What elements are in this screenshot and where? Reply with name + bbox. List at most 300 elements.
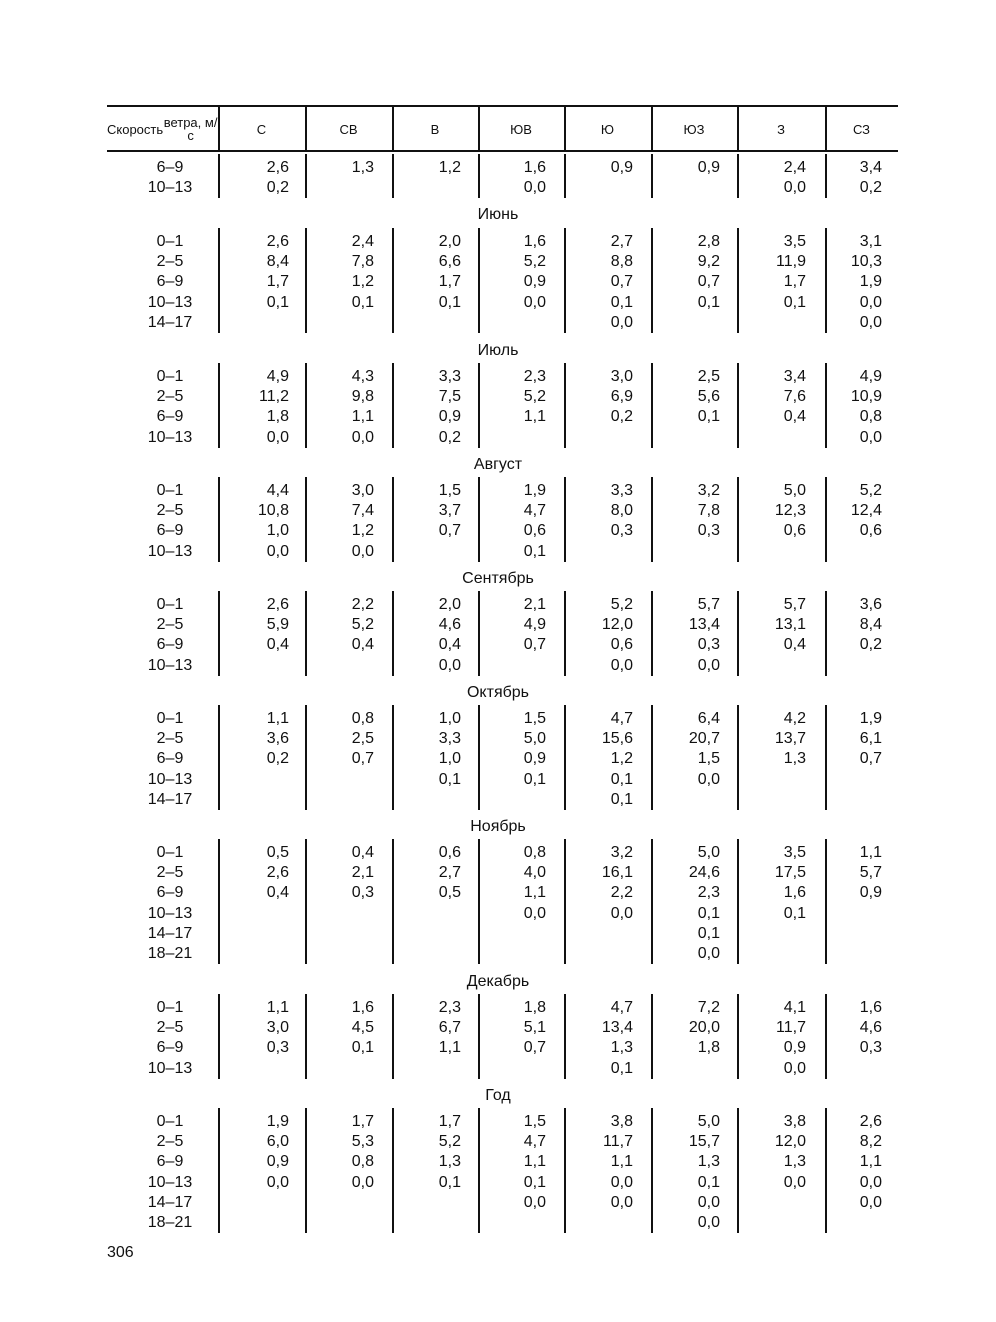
value-cell: 0,0 xyxy=(783,179,806,197)
value-column-sz xyxy=(812,709,882,770)
value-cell: 16,1 xyxy=(601,864,633,882)
speed-cell: 2–5 xyxy=(156,1019,184,1037)
speed-cell: 6–9 xyxy=(156,408,184,426)
value-cell: 5,2 xyxy=(859,482,882,499)
value-cell: 0,9 xyxy=(859,884,882,902)
value-column-v xyxy=(391,709,461,790)
value-cell: 15,6 xyxy=(601,730,633,748)
value-cell: 5,2 xyxy=(610,596,633,613)
month-title: Октябрь xyxy=(466,684,529,701)
value-cell: 2,8 xyxy=(697,233,720,250)
header-direction-s: С xyxy=(256,121,267,137)
value-cell: 9,8 xyxy=(351,388,374,406)
value-cell: 3,5 xyxy=(783,233,806,250)
value-cell: 2,0 xyxy=(438,233,461,250)
value-column-v xyxy=(391,595,461,676)
value-cell: 2,0 xyxy=(438,596,461,613)
value-cell: 5,2 xyxy=(351,616,374,634)
header-direction-sv: СВ xyxy=(339,121,358,137)
value-cell: 1,1 xyxy=(351,408,374,426)
value-cell: 4,7 xyxy=(610,999,633,1016)
value-cell: 1,3 xyxy=(783,750,806,768)
value-cell: 0,3 xyxy=(610,522,633,540)
value-cell: 0,9 xyxy=(523,750,546,768)
speed-column xyxy=(130,595,210,676)
value-column-v xyxy=(391,158,461,178)
value-cell: 8,2 xyxy=(859,1133,882,1151)
month-title: Ноябрь xyxy=(470,818,526,835)
value-cell: 10,8 xyxy=(257,502,289,520)
value-cell: 0,0 xyxy=(523,179,546,197)
value-cell: 0,5 xyxy=(266,844,289,861)
header-speed-label-line: Скорость xyxy=(107,121,164,137)
value-cell: 1,0 xyxy=(438,710,461,727)
value-column-yuz xyxy=(650,709,720,790)
value-cell: 1,2 xyxy=(351,273,374,291)
value-cell: 0,8 xyxy=(351,1153,374,1171)
value-cell: 0,0 xyxy=(697,656,720,674)
speed-cell: 0–1 xyxy=(156,368,184,385)
month-title: Год xyxy=(485,1087,511,1104)
speed-cell: 6–9 xyxy=(156,273,184,291)
header-direction-z: З xyxy=(777,121,785,137)
speed-cell: 6–9 xyxy=(156,884,184,902)
value-column-s xyxy=(219,998,289,1059)
speed-cell: 2–5 xyxy=(156,502,184,520)
value-cell: 0,0 xyxy=(266,542,289,560)
value-column-yu xyxy=(563,232,633,333)
header-column-divider xyxy=(564,105,566,151)
speed-cell: 10–13 xyxy=(147,1173,193,1191)
value-cell: 1,1 xyxy=(266,999,289,1016)
value-cell: 2,6 xyxy=(266,159,289,176)
value-cell: 3,0 xyxy=(266,1019,289,1037)
value-cell: 0,1 xyxy=(438,1173,461,1191)
value-cell: 0,0 xyxy=(610,656,633,674)
value-cell: 0,2 xyxy=(266,179,289,197)
value-column-v xyxy=(391,232,461,313)
value-cell: 0,0 xyxy=(859,1193,882,1211)
value-column-s xyxy=(219,481,289,562)
value-column-v xyxy=(391,481,461,542)
value-column-sv xyxy=(304,1112,374,1193)
speed-cell: 10–13 xyxy=(147,293,193,311)
value-column-yuz xyxy=(650,158,720,178)
value-cell: 3,6 xyxy=(266,730,289,748)
value-column-z xyxy=(736,595,806,656)
header-column-divider xyxy=(737,105,739,151)
value-cell: 5,0 xyxy=(697,844,720,861)
value-column-s xyxy=(219,595,289,656)
value-cell: 7,8 xyxy=(697,502,720,520)
value-cell: 0,1 xyxy=(266,293,289,311)
value-column-sv xyxy=(304,481,374,562)
value-cell: 13,4 xyxy=(601,1019,633,1037)
value-cell: 2,7 xyxy=(438,864,461,882)
value-cell: 3,4 xyxy=(859,159,882,176)
value-cell: 4,2 xyxy=(783,710,806,727)
value-cell: 0,9 xyxy=(523,273,546,291)
value-cell: 17,5 xyxy=(774,864,806,882)
value-cell: 12,0 xyxy=(601,616,633,634)
speed-cell: 14–17 xyxy=(147,790,193,808)
speed-cell: 6–9 xyxy=(156,522,184,540)
value-cell: 2,2 xyxy=(351,596,374,613)
value-cell: 1,0 xyxy=(266,522,289,540)
value-cell: 1,9 xyxy=(859,710,882,727)
value-cell: 2,4 xyxy=(351,233,374,250)
value-cell: 6,0 xyxy=(266,1133,289,1151)
header-bottom-rule xyxy=(107,150,898,152)
speed-cell: 10–13 xyxy=(147,1059,193,1077)
month-title: Июнь xyxy=(477,206,519,223)
value-cell: 0,0 xyxy=(351,542,374,560)
value-cell: 0,3 xyxy=(697,522,720,540)
value-cell: 0,2 xyxy=(859,636,882,654)
value-column-v xyxy=(391,367,461,448)
value-cell: 2,4 xyxy=(783,159,806,176)
month-title: Декабрь xyxy=(466,973,530,990)
value-cell: 0,8 xyxy=(351,710,374,727)
value-column-yu xyxy=(563,843,633,924)
value-column-yuz xyxy=(650,232,720,313)
value-cell: 0,0 xyxy=(523,293,546,311)
speed-cell: 14–17 xyxy=(147,924,193,942)
value-cell: 2,7 xyxy=(610,233,633,250)
value-column-yuz xyxy=(650,1112,720,1233)
speed-column xyxy=(130,481,210,562)
value-cell: 0,3 xyxy=(351,884,374,902)
value-cell: 0,6 xyxy=(438,844,461,861)
speed-cell: 6–9 xyxy=(156,750,184,768)
value-cell: 5,7 xyxy=(859,864,882,882)
speed-cell: 10–13 xyxy=(147,656,193,674)
value-column-z xyxy=(736,998,806,1079)
value-cell: 0,3 xyxy=(266,1039,289,1057)
speed-cell: 18–21 xyxy=(147,1213,193,1231)
value-cell: 1,0 xyxy=(438,750,461,768)
value-column-sv xyxy=(304,998,374,1059)
value-cell: 12,0 xyxy=(774,1133,806,1151)
value-cell: 13,7 xyxy=(774,730,806,748)
value-cell: 0,1 xyxy=(523,542,546,560)
value-cell: 0,0 xyxy=(859,313,882,331)
value-cell: 1,1 xyxy=(438,1039,461,1057)
value-cell: 12,3 xyxy=(774,502,806,520)
value-cell: 4,9 xyxy=(523,616,546,634)
value-cell: 1,3 xyxy=(783,1153,806,1171)
value-column-yuv xyxy=(476,998,546,1059)
speed-cell: 2–5 xyxy=(156,1133,184,1151)
value-cell: 0,0 xyxy=(697,1193,720,1211)
value-cell: 11,7 xyxy=(776,1019,806,1037)
value-cell: 1,9 xyxy=(266,1113,289,1130)
value-column-sv xyxy=(304,843,374,904)
speed-column xyxy=(130,843,210,964)
value-column-yu xyxy=(563,998,633,1079)
value-cell: 5,2 xyxy=(523,388,546,406)
table-top-rule xyxy=(107,105,898,107)
value-cell: 0,1 xyxy=(697,293,720,311)
speed-column xyxy=(130,998,210,1079)
value-cell: 5,9 xyxy=(266,616,289,634)
value-cell: 5,7 xyxy=(783,596,806,613)
value-column-s xyxy=(219,1112,289,1193)
value-cell: 0,7 xyxy=(523,636,546,654)
value-column-s xyxy=(219,843,289,904)
value-cell: 3,2 xyxy=(697,482,720,499)
speed-cell: 10–13 xyxy=(147,428,193,446)
value-column-yuz xyxy=(650,367,720,428)
speed-cell: 0–1 xyxy=(156,596,184,613)
value-cell: 1,6 xyxy=(351,999,374,1016)
value-cell: 15,7 xyxy=(688,1133,720,1151)
value-cell: 9,2 xyxy=(697,253,720,271)
value-cell: 4,9 xyxy=(859,368,882,385)
value-cell: 0,7 xyxy=(438,522,461,540)
speed-cell: 6–9 xyxy=(156,1153,184,1171)
value-cell: 1,1 xyxy=(859,844,882,861)
value-cell: 0,4 xyxy=(351,636,374,654)
speed-cell: 6–9 xyxy=(156,159,184,176)
value-column-yuv xyxy=(476,709,546,790)
value-cell: 3,0 xyxy=(610,368,633,385)
value-cell: 0,1 xyxy=(783,293,806,311)
value-column-sz xyxy=(812,843,882,904)
value-cell: 5,2 xyxy=(523,253,546,271)
value-cell: 0,5 xyxy=(438,884,461,902)
value-cell: 6,7 xyxy=(438,1019,461,1037)
value-cell: 3,3 xyxy=(438,368,461,385)
value-cell: 0,9 xyxy=(610,159,633,176)
speed-cell: 14–17 xyxy=(147,313,193,331)
value-column-sz xyxy=(812,367,882,448)
value-cell: 0,2 xyxy=(438,428,461,446)
value-column-s xyxy=(219,158,289,198)
value-cell: 0,0 xyxy=(697,1213,720,1231)
value-column-s xyxy=(219,232,289,313)
month-title: Август xyxy=(473,456,523,473)
value-cell: 6,6 xyxy=(438,253,461,271)
value-cell: 0,1 xyxy=(697,408,720,426)
speed-cell: 18–21 xyxy=(147,944,193,962)
value-cell: 0,1 xyxy=(351,1039,374,1057)
value-cell: 0,0 xyxy=(610,904,633,922)
value-cell: 0,1 xyxy=(610,770,633,788)
value-cell: 3,3 xyxy=(610,482,633,499)
value-cell: 1,3 xyxy=(610,1039,633,1057)
value-cell: 1,1 xyxy=(859,1153,882,1171)
value-cell: 5,6 xyxy=(697,388,720,406)
value-cell: 0,7 xyxy=(351,750,374,768)
value-cell: 2,3 xyxy=(438,999,461,1016)
value-cell: 0,8 xyxy=(523,844,546,861)
header-direction-v: В xyxy=(430,121,440,137)
value-cell: 10,9 xyxy=(850,388,882,406)
value-cell: 2,6 xyxy=(266,233,289,250)
value-cell: 0,0 xyxy=(783,1059,806,1077)
value-cell: 1,7 xyxy=(783,273,806,291)
value-column-yuv xyxy=(476,843,546,924)
value-column-yuz xyxy=(650,481,720,542)
value-column-yu xyxy=(563,1112,633,1213)
value-column-yuv xyxy=(476,481,546,562)
value-cell: 2,6 xyxy=(859,1113,882,1130)
value-column-sz xyxy=(812,232,882,333)
value-cell: 1,1 xyxy=(523,1153,546,1171)
value-column-z xyxy=(736,158,806,198)
value-cell: 1,7 xyxy=(266,273,289,291)
value-cell: 3,5 xyxy=(783,844,806,861)
value-cell: 1,5 xyxy=(523,1113,546,1130)
value-cell: 0,9 xyxy=(266,1153,289,1171)
value-cell: 8,4 xyxy=(266,253,289,271)
value-cell: 3,4 xyxy=(783,368,806,385)
value-cell: 7,6 xyxy=(783,388,806,406)
value-column-sv xyxy=(304,367,374,448)
value-column-sz xyxy=(812,595,882,656)
value-cell: 3,8 xyxy=(783,1113,806,1130)
value-cell: 0,0 xyxy=(610,313,633,331)
value-cell: 4,1 xyxy=(783,999,806,1016)
value-cell: 1,1 xyxy=(266,710,289,727)
value-cell: 0,1 xyxy=(351,293,374,311)
value-cell: 0,1 xyxy=(610,1059,633,1077)
value-cell: 4,6 xyxy=(438,616,461,634)
header-direction-yu: Ю xyxy=(600,121,615,137)
value-cell: 8,0 xyxy=(610,502,633,520)
value-cell: 0,1 xyxy=(438,770,461,788)
value-cell: 2,3 xyxy=(697,884,720,902)
value-column-yuz xyxy=(650,843,720,964)
header-direction-sz: СЗ xyxy=(852,121,871,137)
value-cell: 1,9 xyxy=(859,273,882,291)
value-cell: 0,2 xyxy=(859,179,882,197)
speed-cell: 6–9 xyxy=(156,636,184,654)
value-cell: 1,1 xyxy=(523,408,546,426)
value-cell: 4,4 xyxy=(266,482,289,499)
value-column-yuv xyxy=(476,1112,546,1213)
value-cell: 10,3 xyxy=(850,253,882,271)
value-cell: 0,6 xyxy=(859,522,882,540)
value-cell: 1,7 xyxy=(438,1113,461,1130)
value-cell: 3,2 xyxy=(610,844,633,861)
value-cell: 3,7 xyxy=(438,502,461,520)
value-cell: 6,9 xyxy=(610,388,633,406)
value-cell: 0,0 xyxy=(523,1193,546,1211)
value-column-sz xyxy=(812,998,882,1059)
value-column-yuv xyxy=(476,232,546,313)
value-cell: 0,4 xyxy=(351,844,374,861)
value-column-yuz xyxy=(650,998,720,1059)
value-column-sv xyxy=(304,232,374,313)
speed-cell: 14–17 xyxy=(147,1193,193,1211)
value-column-yuv xyxy=(476,158,546,198)
value-column-sv xyxy=(304,595,374,656)
value-cell: 0,6 xyxy=(523,522,546,540)
value-cell: 1,1 xyxy=(523,884,546,902)
header-direction-yuz: ЮЗ xyxy=(683,121,705,137)
value-column-sv xyxy=(304,158,374,178)
value-cell: 0,4 xyxy=(266,636,289,654)
speed-cell: 0–1 xyxy=(156,482,184,499)
value-cell: 0,0 xyxy=(610,1173,633,1191)
value-cell: 1,8 xyxy=(697,1039,720,1057)
value-cell: 5,2 xyxy=(438,1133,461,1151)
value-cell: 0,0 xyxy=(859,293,882,311)
value-cell: 0,7 xyxy=(523,1039,546,1057)
value-cell: 1,7 xyxy=(438,273,461,291)
month-title: Июль xyxy=(477,342,519,359)
value-cell: 0,0 xyxy=(266,428,289,446)
value-column-z xyxy=(736,367,806,428)
value-cell: 2,1 xyxy=(351,864,374,882)
value-cell: 2,6 xyxy=(266,864,289,882)
value-column-yuz xyxy=(650,595,720,676)
value-cell: 2,5 xyxy=(351,730,374,748)
header-column-divider xyxy=(305,105,307,151)
value-cell: 0,2 xyxy=(266,750,289,768)
value-cell: 0,0 xyxy=(697,770,720,788)
value-cell: 1,3 xyxy=(438,1153,461,1171)
value-cell: 0,7 xyxy=(610,273,633,291)
value-cell: 2,5 xyxy=(697,368,720,385)
speed-cell: 0–1 xyxy=(156,1113,184,1130)
value-column-yu xyxy=(563,367,633,428)
value-column-yu xyxy=(563,595,633,676)
value-column-yu xyxy=(563,481,633,542)
value-cell: 4,7 xyxy=(523,1133,546,1151)
value-cell: 0,0 xyxy=(783,1173,806,1191)
value-cell: 1,6 xyxy=(523,159,546,176)
value-cell: 11,9 xyxy=(776,253,806,271)
value-cell: 0,0 xyxy=(697,944,720,962)
value-cell: 3,6 xyxy=(859,596,882,613)
value-column-yuv xyxy=(476,367,546,428)
speed-cell: 10–13 xyxy=(147,542,193,560)
speed-column xyxy=(130,158,210,198)
value-column-sv xyxy=(304,709,374,770)
value-cell: 0,4 xyxy=(266,884,289,902)
value-cell: 1,2 xyxy=(438,159,461,176)
value-column-sz xyxy=(812,1112,882,1213)
value-column-z xyxy=(736,843,806,924)
value-cell: 20,0 xyxy=(688,1019,720,1037)
value-cell: 1,8 xyxy=(523,999,546,1016)
header-speed-cell xyxy=(107,108,218,150)
speed-column xyxy=(130,1112,210,1233)
value-cell: 0,1 xyxy=(523,1173,546,1191)
value-cell: 4,0 xyxy=(523,864,546,882)
speed-cell: 0–1 xyxy=(156,999,184,1016)
value-cell: 0,6 xyxy=(610,636,633,654)
value-cell: 7,8 xyxy=(351,253,374,271)
header-speed-label-line: ветра, м/с xyxy=(163,115,218,143)
speed-cell: 2–5 xyxy=(156,388,184,406)
value-cell: 12,4 xyxy=(850,502,882,520)
month-title: Сентябрь xyxy=(462,570,534,587)
value-cell: 3,8 xyxy=(610,1113,633,1130)
value-cell: 0,1 xyxy=(697,1173,720,1191)
value-cell: 0,0 xyxy=(438,656,461,674)
speed-column xyxy=(130,232,210,333)
value-column-s xyxy=(219,367,289,448)
value-cell: 2,2 xyxy=(610,884,633,902)
header-column-divider xyxy=(218,105,220,151)
speed-cell: 2–5 xyxy=(156,616,184,634)
value-cell: 0,1 xyxy=(610,293,633,311)
value-cell: 0,7 xyxy=(697,273,720,291)
